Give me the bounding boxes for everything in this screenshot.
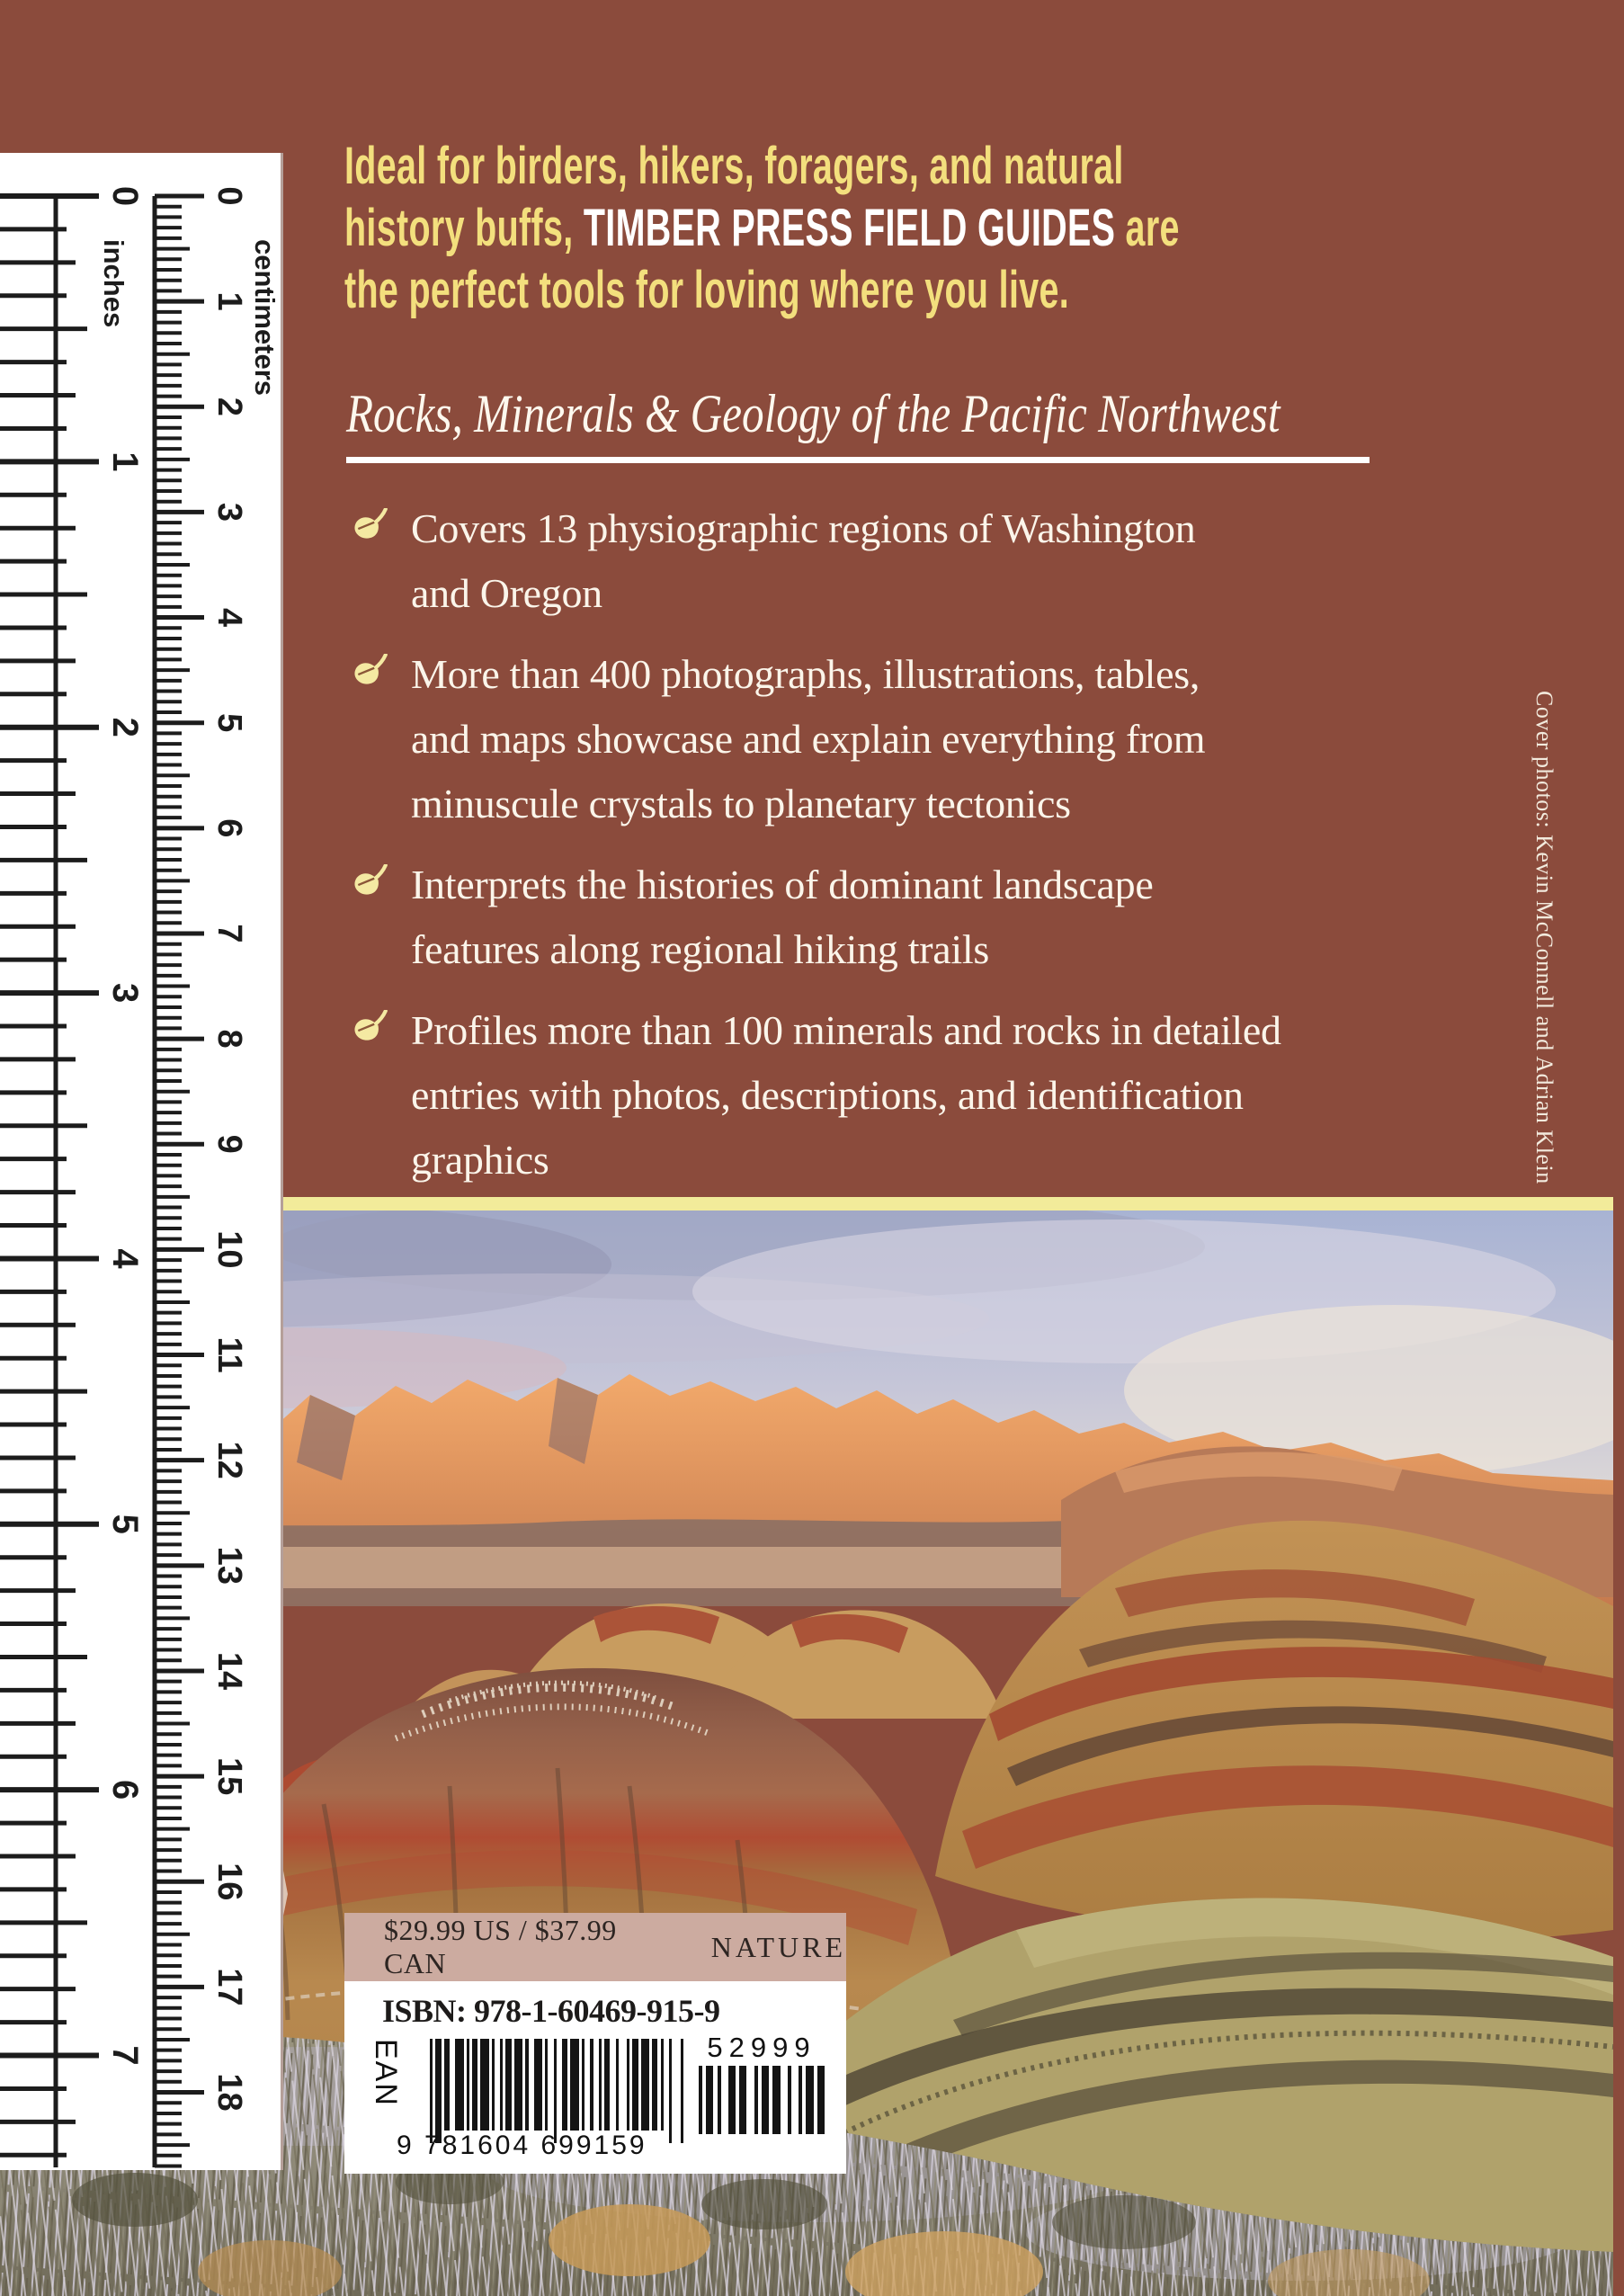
barcode-bar [480, 2039, 488, 2131]
centimeters-unit-label: centimeters [249, 239, 281, 397]
cm-number: 10 [210, 1230, 248, 1269]
barcode-space [781, 2066, 788, 2134]
photo-credit: Cover photos: Kevin McConnell and Adrian Klein [1531, 691, 1557, 1184]
barcode-bar [739, 2066, 746, 2134]
barcode-bar [514, 2039, 522, 2131]
intro-line3: the perfect tools for loving where you live. [344, 261, 1070, 319]
leaf-icon [352, 654, 389, 692]
barcode-bar [806, 2066, 813, 2134]
inch-number: 4 [105, 1248, 145, 1269]
cm-number: 1 [210, 291, 248, 311]
cm-number: 14 [210, 1651, 248, 1691]
category-text: NATURE [710, 1930, 846, 1963]
barcode-space [721, 2066, 728, 2134]
cm-number: 4 [210, 607, 248, 628]
intro-line2-pre: history buffs, [344, 199, 584, 257]
cm-number: 2 [210, 397, 248, 416]
title-rule [346, 457, 1370, 463]
cm-number: 3 [210, 502, 248, 522]
brand-name: TIMBER PRESS FIELD GUIDES [583, 199, 1116, 257]
inches-unit-label: inches [98, 239, 129, 328]
cm-number: 7 [210, 924, 248, 943]
barcode-bar [817, 2066, 825, 2134]
leaf-icon [352, 864, 389, 902]
ruler [0, 153, 283, 2170]
inch-number: 0 [105, 185, 145, 207]
barcode-space [746, 2066, 754, 2134]
barcode-bar [534, 2039, 542, 2131]
cm-number: 17 [210, 1968, 248, 2006]
barcode-bar [728, 2066, 736, 2134]
inch-number: 3 [105, 982, 145, 1004]
cm-number: 18 [210, 2073, 248, 2112]
book-title: Rocks, Minerals & Geology of the Pacific Northwest [346, 384, 1280, 443]
inch-number: 5 [105, 1514, 145, 1534]
intro-line1: Ideal for birders, hikers, foragers, and natural [344, 137, 1124, 195]
cm-number: 9 [210, 1134, 248, 1154]
barcode-space [619, 2039, 627, 2131]
barcode-bar [772, 2066, 780, 2134]
cm-number: 5 [210, 713, 248, 733]
barcode-main [430, 2039, 683, 2131]
cm-number: 15 [210, 1756, 248, 1796]
barcode-bar [455, 2039, 463, 2131]
isbn-box [344, 1981, 846, 2174]
barcode-space [791, 2066, 799, 2134]
bullet-list [352, 496, 1413, 1209]
cm-number: 0 [210, 186, 248, 206]
inch-number: 7 [105, 2045, 145, 2066]
cm-number: 11 [210, 1336, 248, 1373]
intro-line2-post: are [1115, 199, 1180, 257]
ean-label: EAN [369, 2039, 403, 2107]
bullet-item [352, 853, 1413, 982]
bullet-text: Covers 13 physiographic regions of Washington and Oregon [411, 505, 1196, 616]
barcode-space [672, 2039, 680, 2131]
cm-number: 12 [210, 1441, 248, 1479]
cm-number: 16 [210, 1863, 248, 1901]
inch-number: 1 [105, 451, 145, 472]
cm-number: 13 [210, 1546, 248, 1585]
barcode-bar [706, 2066, 713, 2134]
barcode-bar [681, 2039, 683, 2143]
cm-number: 8 [210, 1029, 248, 1049]
inch-number: 6 [105, 1780, 145, 1800]
bullet-text: Profiles more than 100 minerals and rocks in detailed entries with photos, descriptions, and identification graphics [411, 1007, 1281, 1183]
price-text: $29.99 US / $37.99 CAN [384, 1914, 617, 1979]
barcode-addon [699, 2066, 825, 2134]
barcode-bar [570, 2039, 578, 2131]
bullet-item [352, 998, 1413, 1193]
inch-number: 2 [105, 717, 145, 737]
price-bar [344, 1913, 846, 1981]
barcode-bar [762, 2066, 769, 2134]
isbn-label: ISBN: 978-1-60469-915-9 [382, 1993, 720, 2029]
bullet-text: More than 400 photographs, illustrations, tables, and maps showcase and explain everything from minuscule crystals to planetary tectonics [411, 651, 1206, 826]
barcode-digits: 9 781604 699159 [397, 2131, 647, 2160]
leaf-icon [352, 508, 389, 546]
leaf-icon [352, 1010, 389, 1048]
bullet-item [352, 642, 1413, 836]
title-block [346, 385, 1371, 463]
barcode-addon-code: 52999 [707, 2032, 816, 2063]
bullet-text: Interprets the histories of dominant landscape features along regional hiking trails [411, 862, 1154, 972]
cm-number: 6 [210, 818, 248, 838]
intro-blurb [344, 135, 1573, 321]
bullet-item [352, 496, 1413, 626]
barcode-bar [641, 2039, 649, 2131]
